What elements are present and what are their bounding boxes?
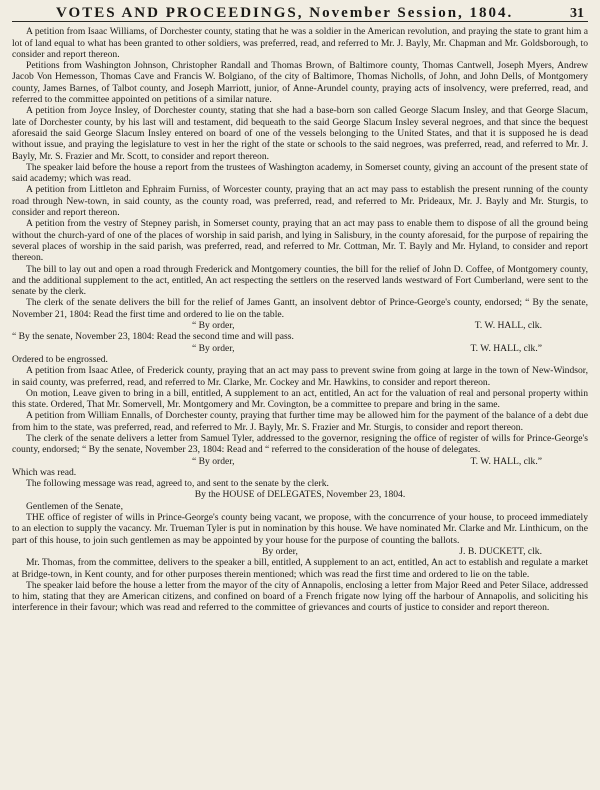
paragraph: The bill to lay out and open a road through Frederick and Montgomery counties, the bill for the relief of John D. Coffee, of Montgomery county, and the additional supplement to the act, entitled, An act respecting the settlers on the reserved lands westward of Fort Cumberland, were sent to the senate by the clerk. — [12, 263, 588, 298]
by-order: “ By order, — [192, 455, 235, 467]
signature-line — [12, 320, 588, 331]
signature-line — [12, 343, 588, 354]
paragraph: A petition from the vestry of Stepney parish, in Somerset county, praying that an act may pass to enable them to dispose of all the ground being without the church-yard of one of the places of worship in said parish, and lying in Salisbury, in the county aforesaid, for the purpose of repairing the several places of worship in the said parish, was preferred, read, and referred to Mr. Cottman, Mr. T. Bayly and Mr. Hyland, to consider and report thereon. — [12, 218, 588, 264]
paragraph: A petition from William Ennalls, of Dorchester county, praying that further time may be allowed him for the payment of the balance of a debt due from him to the state, was preferred, read, and referred to Mr. J. Bayly, Mr. S. Frazier and Mr. Sturgis, to consider and report thereon. — [12, 410, 588, 433]
ordered-line: Ordered to be engrossed. — [12, 353, 108, 365]
message-heading: By the HOUSE of DELEGATES, November 23, 1804. — [194, 489, 406, 501]
paragraph: The clerk of the senate delivers a letter from Samuel Tyler, addressed to the governor, resigning the office of register of wills for Prince-George's county, endorsed; “ By the senate, November 23, 1804: Read and “ referred to the consideration of the house of delegates. — [12, 432, 588, 456]
paragraph: The speaker laid before the house a report from the trustees of Washington academy, in Somerset county, giving an account of the present state of said academy; which was read. — [12, 161, 588, 185]
clerk-signature: T. W. HALL, clk. — [474, 320, 542, 332]
paragraph: A petition from Isaac Atlee, of Frederick county, praying that an act may pass to prevent swine from going at large in the town of New-Windsor, in said county, was preferred, read, and referred to Mr. Clarke, Mr. Cockey and Mr. Hawkins, to consider and report thereon. — [12, 365, 588, 388]
page-title: VOTES AND PROCEEDINGS, November Session, 1804. — [56, 5, 514, 21]
message-salutation: Gentlemen of the Senate, — [26, 500, 123, 512]
signature-line — [12, 456, 588, 467]
message-intro: The following message was read, agreed to, and sent to the senate by the clerk. — [26, 478, 329, 490]
paragraph: Petitions from Washington Johnson, Christopher Randall and Thomas Brown, of Baltimore county, Thomas Cantwell, Joseph Myers, Andrew Jacob Von Hemesson, Thomas Cave and Francis W. Bolgiano, of the city of Baltimore, Thomas Nicholls, of John, and John Dells, of Montgomery county, James Barnes, of Talbot county, and Joseph Marriott, junior, of Anne-Arundel county, praying acts of insolvency, were preferred, read, and referred to the committee appointed on petitions of a similar nature. — [12, 60, 588, 106]
paragraph: A petition from Joyce Insley, of Dorchester county, stating that she had a base-born son called George Slacum Insley, and that George Slacum, late of Dorchester county, by his last will and testament, did bequeath to the said George Slacum Insley several negroes, and that since the bequest aforesaid the said George Slacum Insley entered on board of one of the vessels belonging to the United States, and that it is supposed he is dead without issue, and praying the legislature to vest in her the right of the state or schools to the said negroes, was preferred, read, and referred to Mr. J. Bayly, Mr. S. Frazier and Mr. Scott, to consider and report thereon. — [12, 105, 588, 162]
senate-quote: “ By the senate, November 23, 1804: Read the second time and will pass. — [12, 331, 294, 343]
clerk-signature: T. W. HALL, clk.” — [470, 342, 542, 354]
paragraph: A petition from Isaac Williams, of Dorchester county, stating that he was a soldier in the American revolution, and praying the state to grant him a lot of land equal to what has been granted to other soldiers, was preferred, read, and referred to Mr. J. Bayly, Mr. Chapman and Mr. Goldsborough, to consider and report thereon. — [12, 26, 588, 60]
by-order: By order, — [262, 545, 298, 557]
message-body: THE office of register of wills in Prince-George's county being vacant, we propose, with the concurrence of your house, to proceed immediately to an election to supply the vacancy. Mr. Trueman Tyler is put in nomination by this house. We have nominated Mr. Clarke and Mr. Linthicum, on the part of this house, to join such gentlemen as may be appointed by your house for the purpose of counting the ballots. — [12, 512, 588, 546]
which-was-read: Which was read. — [12, 466, 77, 478]
paragraph: The clerk of the senate delivers the bill for the relief of James Gantt, an insolvent debtor of Prince-George's county, endorsed; “ By the senate, November 21, 1804: Read the first time and ordered to lie on the table. — [12, 297, 588, 320]
clerk-signature: T. W. HALL, clk.” — [470, 455, 542, 467]
paragraph: The speaker laid before the house a letter from the mayor of the city of Annapolis, enclosing a letter from Major Reed and Peter Silace, addressed to him, stating that they are American citizens, and confined on board of a French frigate now lying off the harbour of Annapolis, and soliciting his interference in their favour; which was read and referred to the committee of grievances and courts of justice to consider and report thereon. — [12, 579, 588, 614]
clerk-signature: J. B. DUCKETT, clk. — [459, 545, 542, 557]
page-header — [12, 5, 588, 22]
by-order: “ By order, — [192, 320, 235, 332]
paragraph: On motion, Leave given to bring in a bill, entitled, A supplement to an act, entitled, An act for the valuation of real and personal property within this state. Ordered, That Mr. Somervell, Mr. Montgomery and Mr. Covington, be a committee to prepare and bring in the same. — [12, 387, 588, 411]
page-number: 31 — [570, 6, 584, 21]
paragraph: A petition from Littleton and Ephraim Furniss, of Worcester county, praying that an act may pass to establish the present running of the county road through New-town, in said county, as the county road, was preferred, read, and referred to Mr. Prideaux, Mr. J. Bayly and Mr. Sturgis, to consider and report thereon. — [12, 184, 588, 219]
signature-line — [12, 546, 588, 557]
paragraph: Mr. Thomas, from the committee, delivers to the speaker a bill, entitled, A supplement to an act, entitled, An act to establish and regulate a market at Bridge-town, in Kent county, and for other purposes therein mentioned; which was read the first time and ordered to lie on the table. — [12, 557, 588, 580]
by-order: “ By order, — [192, 342, 235, 354]
